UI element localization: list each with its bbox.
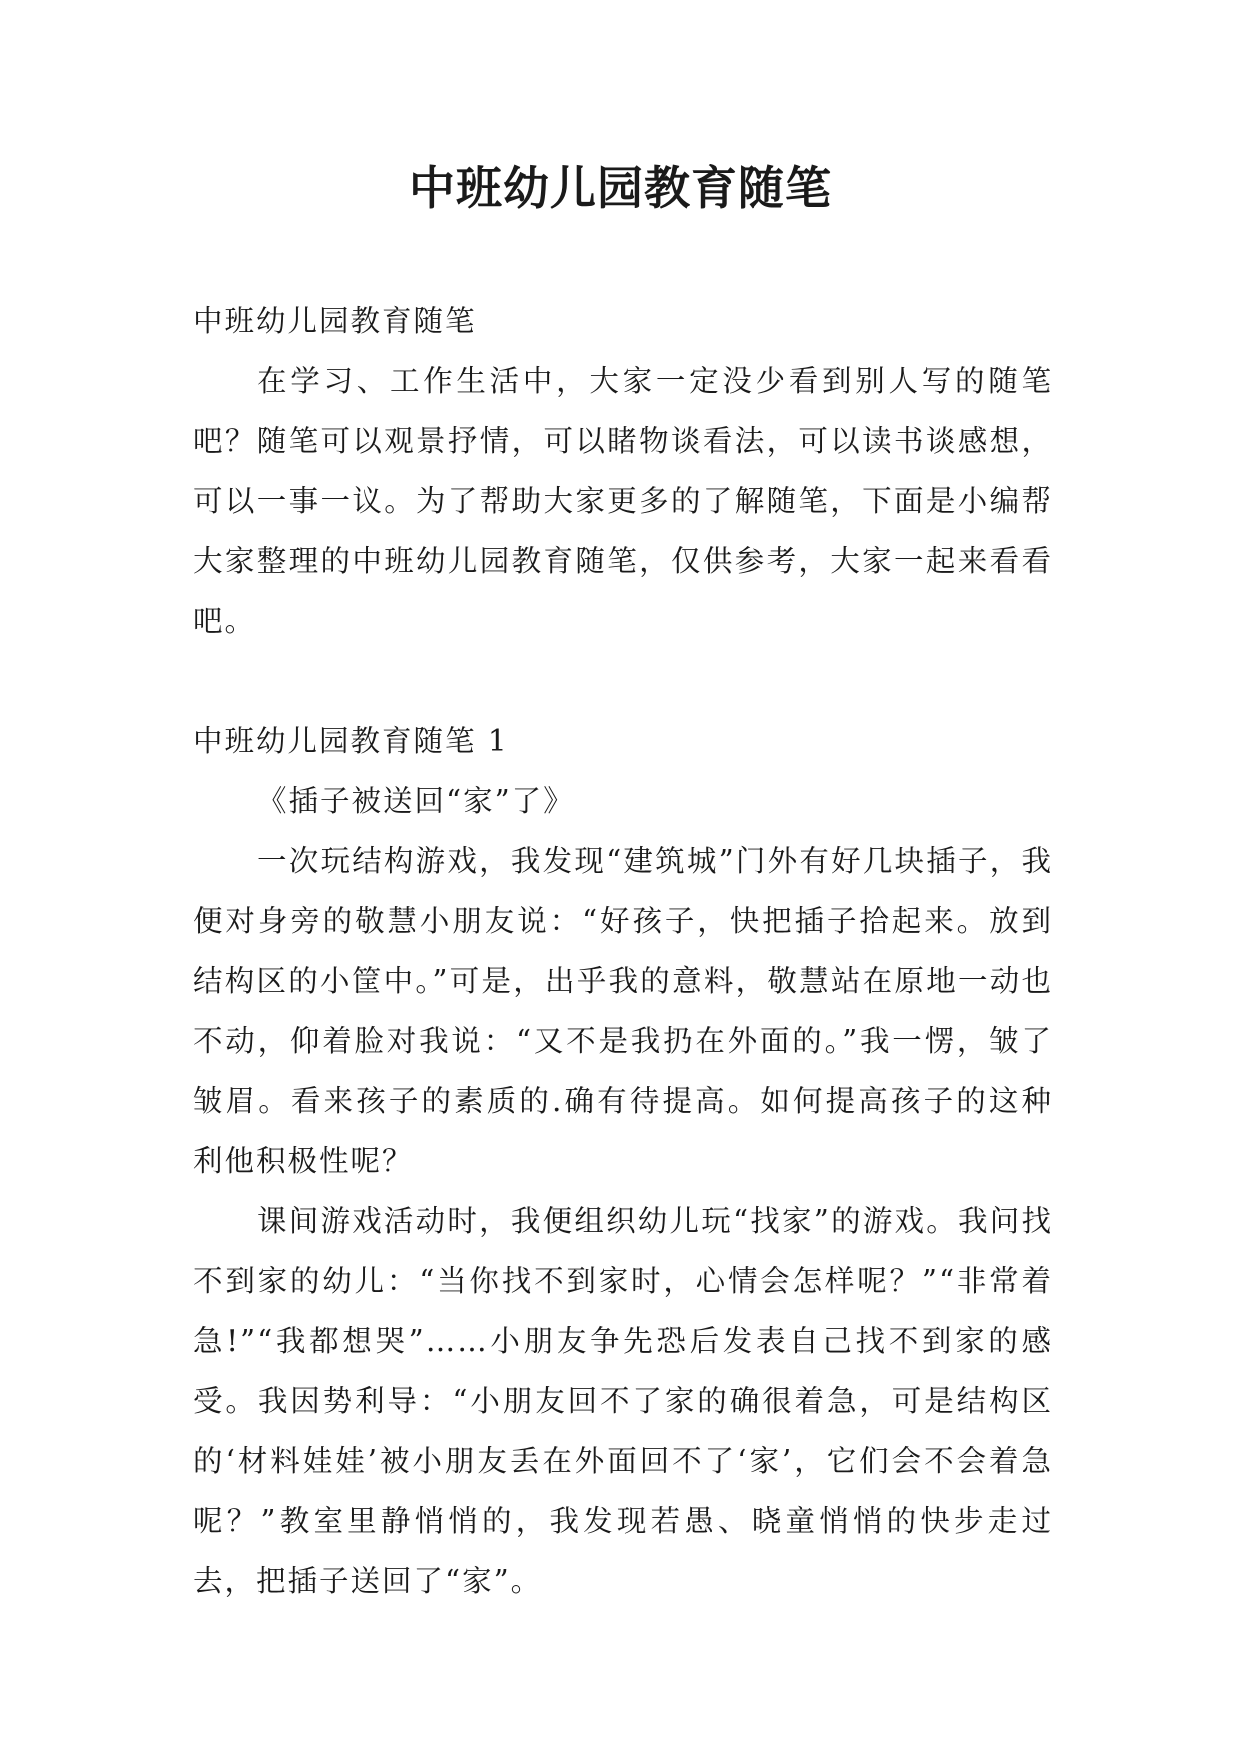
section-1-subtitle: 《插子被送回“家”了》 — [257, 784, 575, 818]
intro-paragraph: 在学习、工作生活中，大家一定没少看到别人写的随笔吧？随笔可以观景抒情，可以睹物谈看法，可以读书谈感想，可以一事一议。为了帮助大家更多的了解随笔，下面是小编帮大家整理的中班幼儿园教育随笔，仅供参考，大家一起来看看吧。 — [193, 364, 1053, 638]
document-title: 中班幼儿园教育随笔 — [409, 161, 832, 215]
section-1-heading: 中班幼儿园教育随笔 1 — [193, 724, 509, 758]
document-body — [193, 291, 1053, 1611]
section-spacer — [193, 651, 1053, 711]
intro-heading: 中班幼儿园教育随笔 — [193, 304, 477, 338]
section-1-paragraph-1: 一次玩结构游戏，我发现“建筑城”门外有好几块插子，我便对身旁的敬慧小朋友说：“好孩子，快把插子拾起来。放到结构区的小筐中。”可是，出乎我的意料，敬慧站在原地一动也不动，仰着脸对我说：“又不是我扔在外面的。”我一愣，皱了皱眉。看来孩子的素质的.确有待提高。如何提高孩子的这种利他积极性呢？ — [193, 844, 1053, 1178]
section-1-paragraph-2: 课间游戏活动时，我便组织幼儿玩“找家”的游戏。我问找不到家的幼儿：“当你找不到家时，心情会怎样呢？”“非常着急!”“我都想哭”……小朋友争先恐后发表自己找不到家的感受。我因势利导：“小朋友回不了家的确很着急，可是结构区的‘材料娃娃’被小朋友丢在外面回不了‘家’，它们会不会着急呢？”教室里静悄悄的，我发现若愚、晓童悄悄的快步走过去，把插子送回了“家”。 — [193, 1204, 1053, 1598]
